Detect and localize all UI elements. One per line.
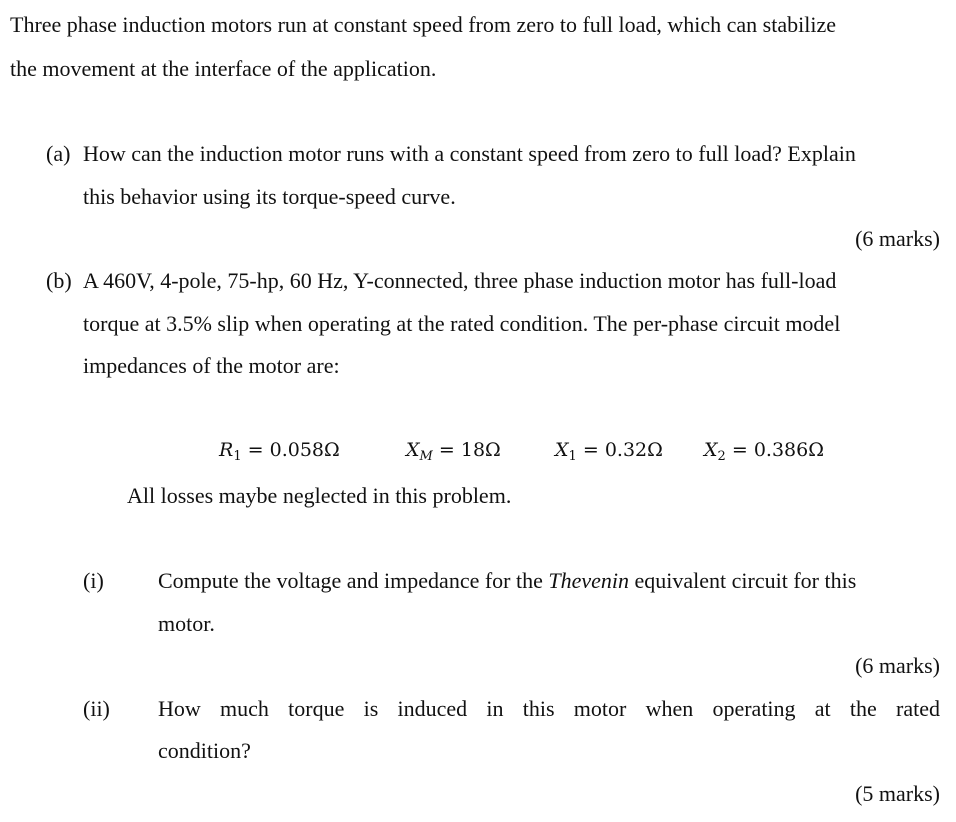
sub-i-marks: (6 marks) xyxy=(855,653,940,678)
part-a-label: (a) xyxy=(46,141,71,166)
sub-i-label: (i) xyxy=(83,568,104,593)
part-b-line-1: A 460V, 4-pole, 75-hp, 60 Hz, Y-connected, three phase induction motor has full-load xyxy=(83,268,837,293)
part-a-marks: (6 marks) xyxy=(855,226,940,251)
sub-ii-line-2: condition? xyxy=(158,738,251,763)
part-b-label: (b) xyxy=(46,268,72,293)
losses-note: All losses maybe neglected in this problem. xyxy=(127,483,512,508)
sub-i-line-1: Compute the voltage and impedance for the Thevenin equivalent circuit for this xyxy=(158,568,857,593)
param-x2: $X_2 = 0.386\Omega$ xyxy=(704,439,824,464)
part-a-line-2: this behavior using its torque-speed curve. xyxy=(83,184,456,209)
sub-ii-marks: (5 marks) xyxy=(855,781,940,806)
part-b-line-3: impedances of the motor are: xyxy=(83,353,340,378)
intro-line-2: the movement at the interface of the application. xyxy=(10,56,437,81)
sub-ii-label: (ii) xyxy=(83,696,110,721)
param-xm: $X_M = 18\Omega$ xyxy=(406,439,501,464)
thevenin-emphasis: Thevenin xyxy=(548,568,630,593)
sub-i-line-2: motor. xyxy=(158,611,215,636)
intro-line-1: Three phase induction motors run at constant speed from zero to full load, which can stabilize xyxy=(10,12,836,37)
param-x1: $X_1 = 0.32\Omega$ xyxy=(555,439,663,464)
part-a-line-1: How can the induction motor runs with a constant speed from zero to full load? Explain xyxy=(83,141,856,166)
sub-ii-line-1: How much torque is induced in this motor when operating at the rated xyxy=(158,696,940,721)
param-r1: $R_1 = 0.058\Omega$ xyxy=(219,439,340,464)
part-b-line-2: torque at 3.5% slip when operating at the rated condition. The per-phase circuit model xyxy=(83,311,841,336)
